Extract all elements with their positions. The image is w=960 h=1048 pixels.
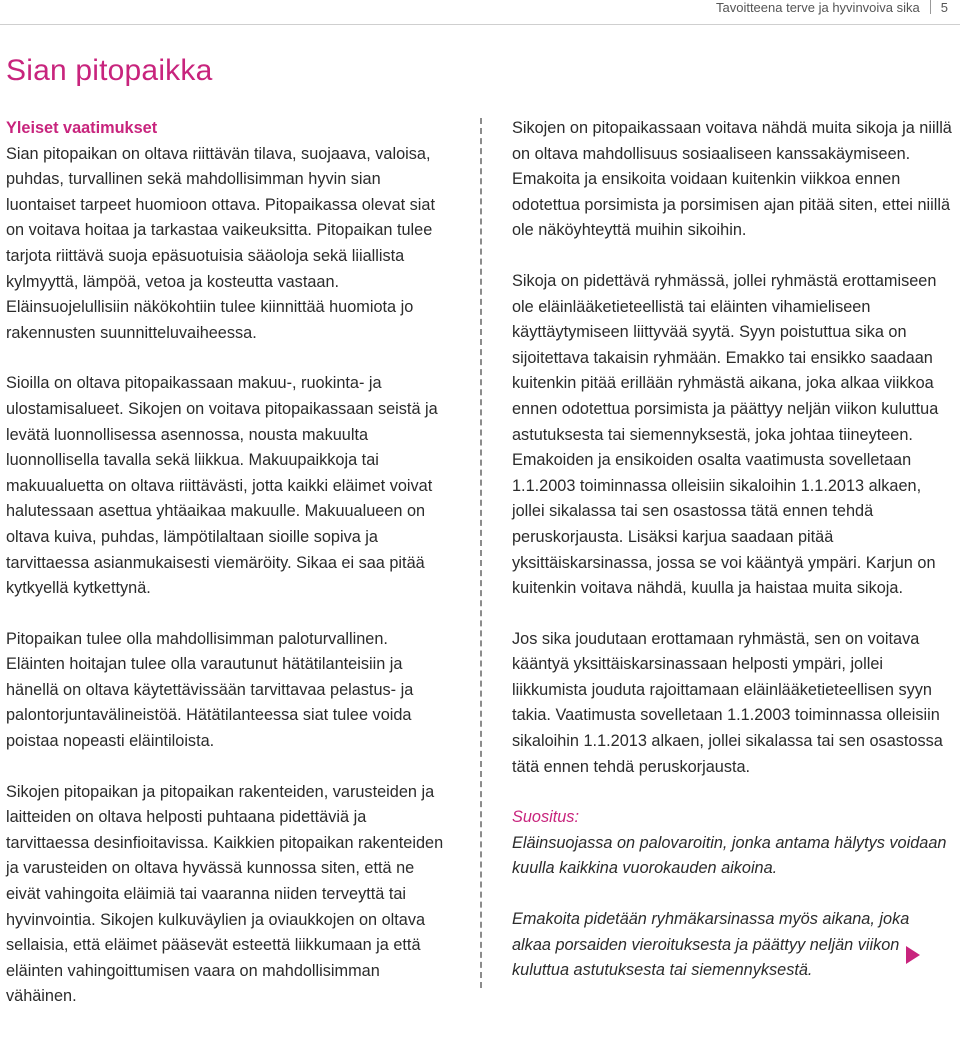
subheading: Yleiset vaatimukset	[6, 119, 158, 137]
recommendation-text: Eläinsuojassa on palovaroitin, jonka antama hälytys voidaan kuulla kaikkina vuorokauden aikoina.	[512, 833, 947, 878]
paragraph: Jos sika joudutaan erottamaan ryhmästä, sen on voitava kääntyä yksittäiskarsinassaan helposti ympäri, jollei liikkumista jouduta rajoittamaan eläinlääketieteellisen syyn takia. Vaatimusta sovelletaan 1.1.2003 toiminnassa olleisiin sikaloihin 1.1.2013 alkaen, jollei sikalassa tai sen osastossa tätä ennen tehdä peruskorjausta.	[512, 629, 943, 776]
paragraph: Sioilla on oltava pitopaikassaan makuu-, ruokinta- ja ulostamisalueet. Sikojen on voitava pitopaikassaan seistä ja levätä luonnollisessa asennossa, nousta makuulta luonnollisella tavalla sekä liikkua. Makuupaikkoja tai makuualuetta on oltava riittävästi, jotta kaikki eläimet voivat halutessaan asettua yhtäaikaa makuulle. Makuualueen on oltava kuiva, puhdas, lämpötilaltaan sioille sopiva ja tarvittaessa asianmukaisesti viemäröity. Sikaa ei saa pitää kytkyellä kytkettynä.	[6, 374, 438, 598]
paragraph: Sian pitopaikan on oltava riittävän tilava, suojaava, valoisa, puhdas, turvallinen sekä mahdollisimman hyvin sian luontaiset tarpeet huomioon ottava. Pitopaikassa olevat siat on voitava hoitaa ja tarkastaa vaikeuksitta. Pitopaikan tulee tarjota riittävä suoja epäsuotuisia sääoloja sekä liiallista kylmyyttä, lämpöä, vetoa ja kosteutta vastaan. Eläinsuojelullisiin näkökohtiin tulee kiinnittää huomiota jo rakennusten suunnitteluvaiheessa.	[6, 144, 436, 342]
page-title: Sian pitopaikka	[6, 54, 213, 87]
header-separator	[930, 0, 931, 14]
header-rule	[0, 24, 960, 25]
left-column	[6, 116, 446, 1010]
recommendation-label: Suositus:	[512, 808, 579, 827]
column-divider	[480, 118, 482, 988]
paragraph: Sikojen on pitopaikassaan voitava nähdä muita sikoja ja niillä on oltava mahdollisuus sosiaaliseen kanssakäymiseen. Emakoita ja ensikoita voidaan kuitenkin viikkoa ennen odotettua porsimista ja porsimisen ajan pitää siten, ettei niillä ole näköyhteyttä muihin sikoihin.	[512, 119, 952, 240]
right-column	[512, 116, 952, 984]
recommendation-text: Emakoita pidetään ryhmäkarsinassa myös aikana, joka alkaa porsaiden vieroituksesta ja päättyy neljän viikon kuluttua astutuksesta tai siemennyksestä.	[512, 910, 910, 980]
paragraph: Pitopaikan tulee olla mahdollisimman paloturvallinen. Eläinten hoitajan tulee olla varautunut hätätilanteisiin ja hänellä on oltava käytettävissään tarvittavaa pelastus- ja palontorjuntavälineistöä. Hätätilanteessa siat tulee voida poistaa nopeasti eläintiloista.	[6, 629, 414, 751]
running-title: Tavoitteena terve ja hyvinvoiva sika	[715, 0, 920, 15]
play-triangle-icon[interactable]	[906, 946, 920, 964]
paragraph: Sikoja on pidettävä ryhmässä, jollei ryhmästä erottamiseen ole eläinlääketieteellistä tai eläinten vihamieliseen käyttäytymiseen liittyvää syytä. Syyn poistuttua sika on sijoitettava takaisin ryhmään. Emakko tai ensikko saadaan kuitenkin pitää erillään ryhmästä aikana, joka alkaa viikkoa ennen odotettua porsimista ja päättyy neljän viikon kuluttua astutuksesta tai siemennyksestä, joka johtaa tiineyteen. Emakoiden ja ensikoiden osalta vaatimusta sovelletaan 1.1.2003 toiminnassa olleisiin sikaloihin 1.1.2013 alkaen, jollei sikalassa tai sen osastossa tätä ennen tehdä peruskorjausta. Lisäksi karjua saadaan pitää yksittäiskarsinassa, jossa se voi kääntyä ympäri. Karjun on kuitenkin voitava nähdä, kuulla ja haistaa muita sikoja.	[512, 271, 939, 598]
page-number: 5	[940, 0, 948, 15]
running-header	[716, 0, 948, 14]
paragraph: Sikojen pitopaikan ja pitopaikan rakenteiden, varusteiden ja laitteiden on oltava helposti puhtaana pidettäviä ja tarvittaessa desinfioitavissa. Kaikkien pitopaikan rakenteiden ja varusteiden on oltava hyvässä kunnossa siten, että ne eivät vahingoita eläimiä tai vaaranna niiden terveyttä tai hyvinvointia. Sikojen kulkuväylien ja oviaukkojen on oltava sellaisia, että eläimet pääsevät esteettä liikkumaan ja että eläinten vahingoittumisen vaara on mahdollisimman vähäinen.	[6, 782, 444, 1006]
